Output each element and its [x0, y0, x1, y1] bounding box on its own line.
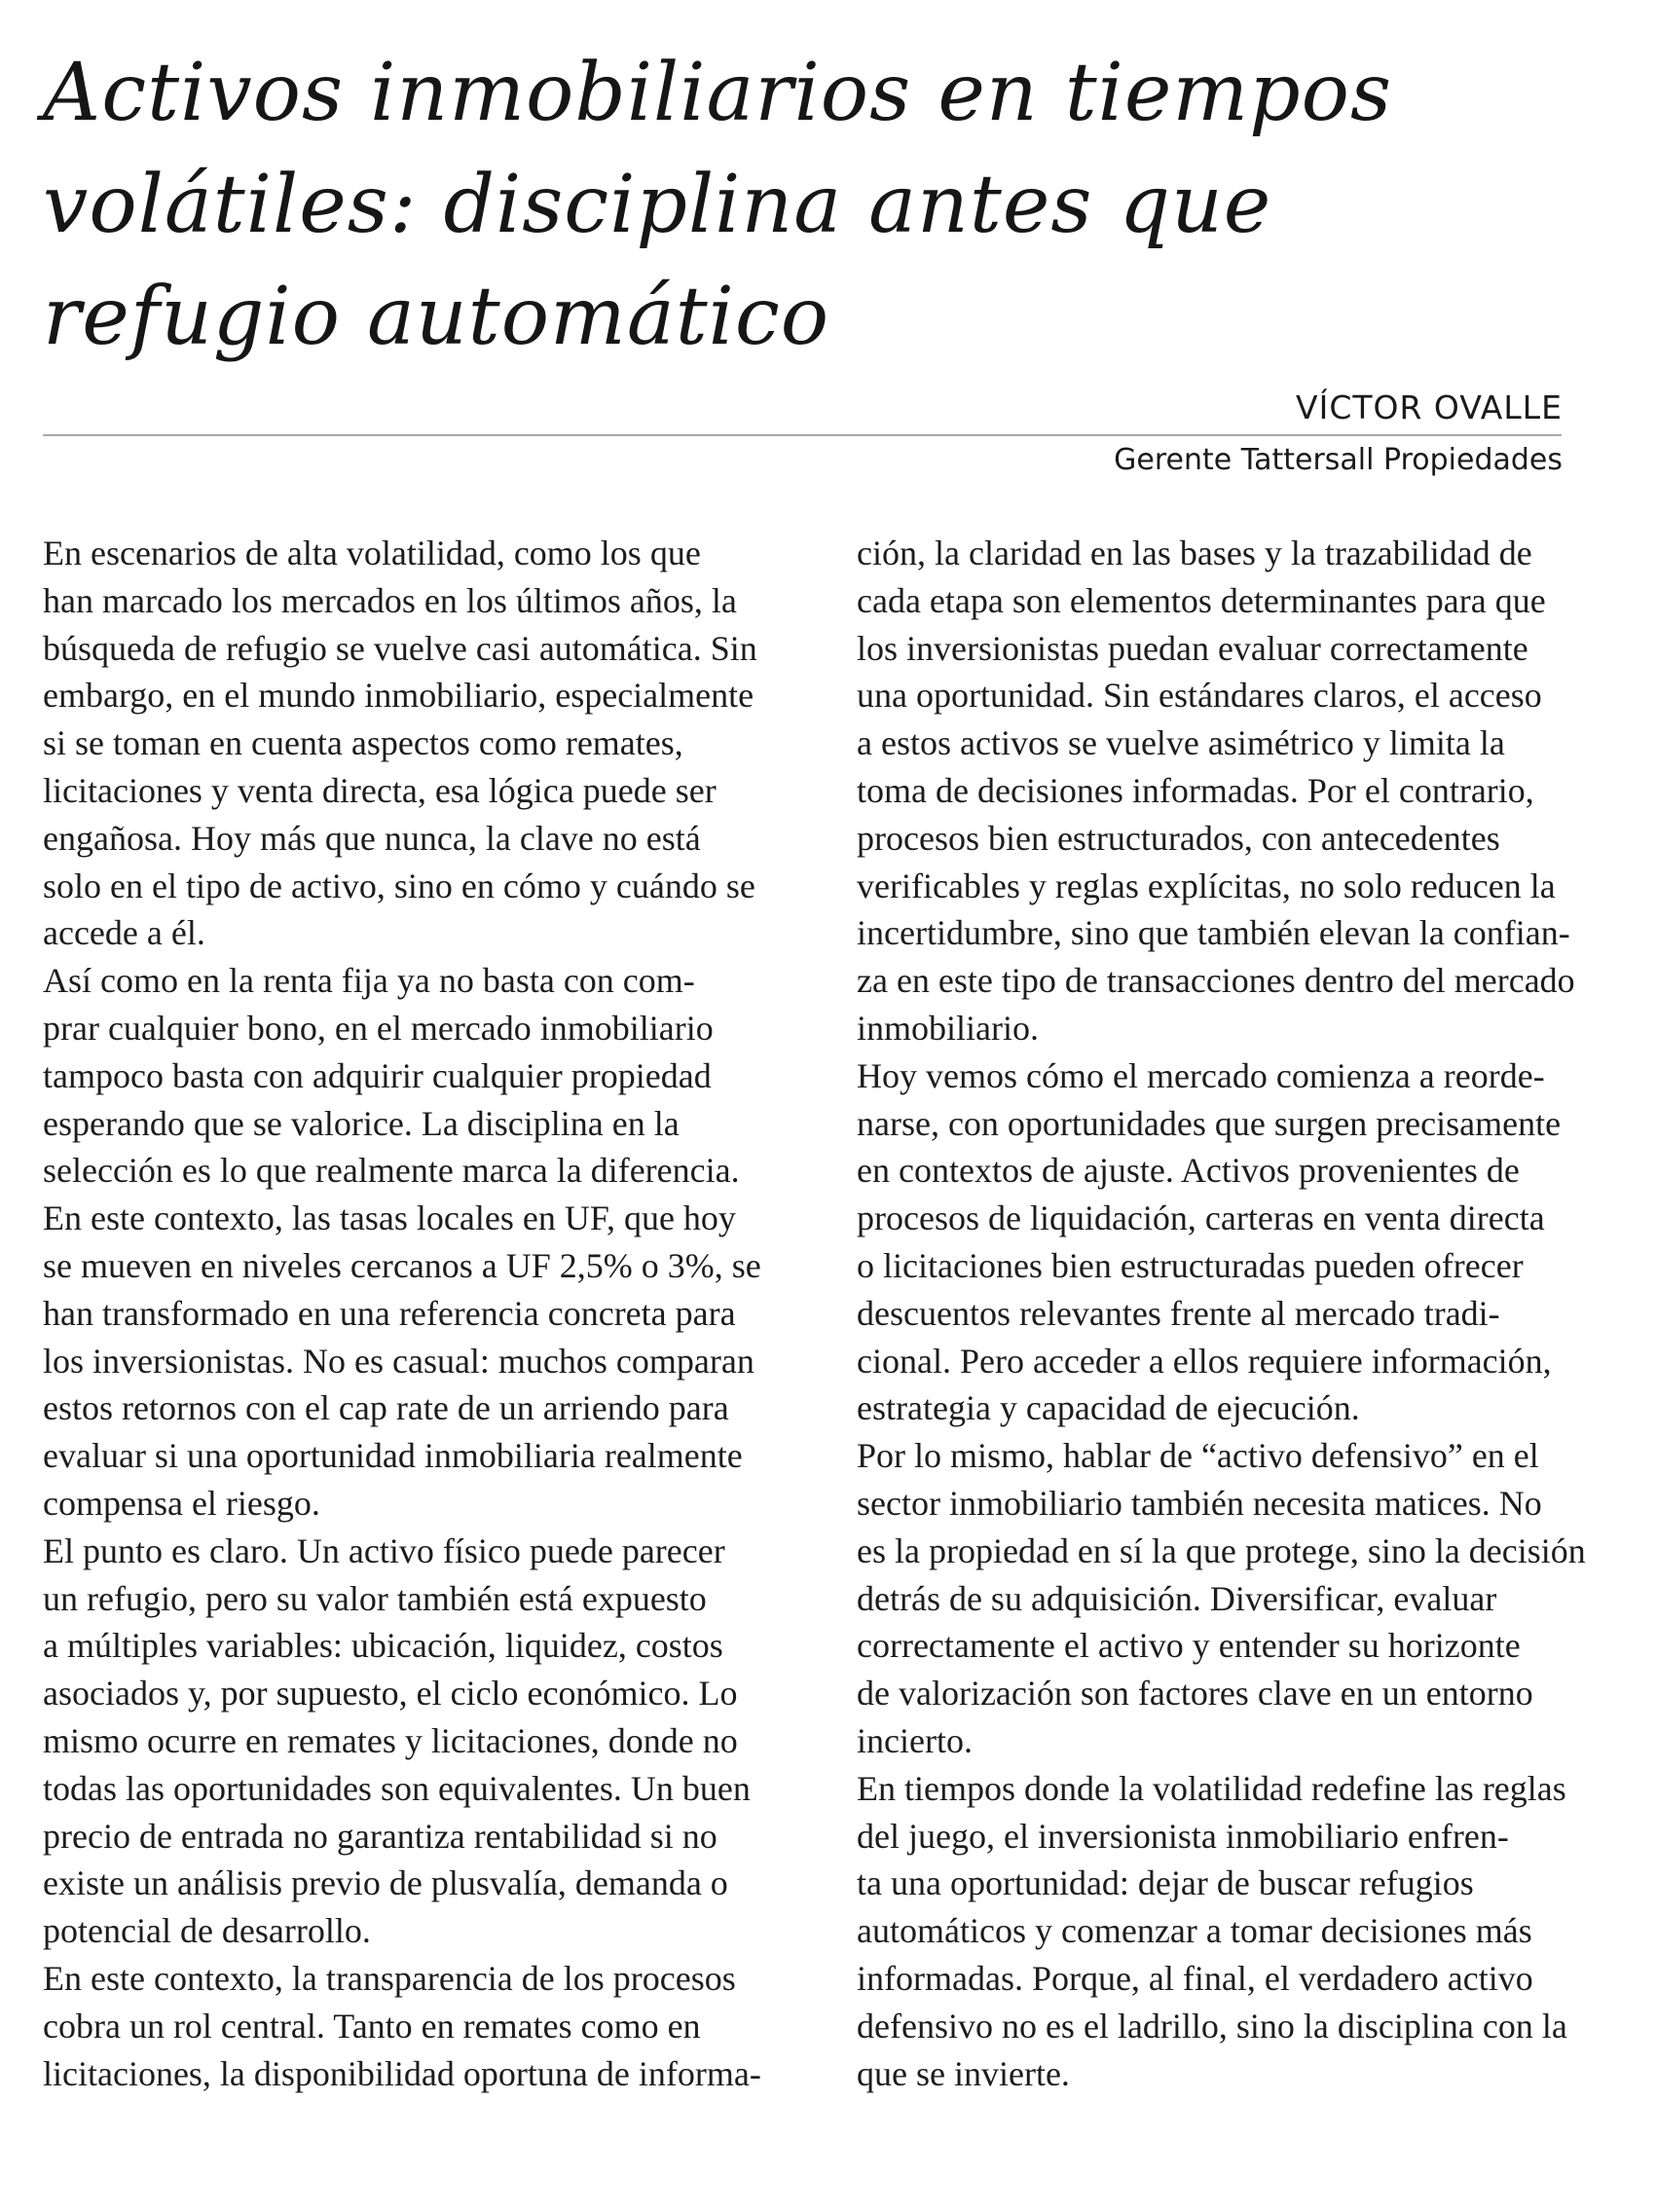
body-text-line: estos retornos con el cap rate de un arriendo para: [43, 1388, 729, 1428]
body-text-line: En escenarios de alta volatilidad, como los que: [43, 534, 701, 572]
body-text-line: todas las oportunidades son equivalentes. Un buen: [43, 1768, 751, 1808]
body-text-line: potencial de desarrollo.: [43, 1911, 371, 1951]
body-text-line: detrás de su adquisición. Diversificar, evaluar: [857, 1578, 1497, 1618]
body-text-line: licitaciones y venta directa, esa lógica puede ser: [43, 770, 717, 810]
body-text-line: búsqueda de refugio se vuelve casi automática. Sin: [43, 628, 757, 668]
body-text-line: sector inmobiliario también necesita matices. No: [857, 1483, 1542, 1523]
body-text-line: En este contexto, las tasas locales en UF, que hoy: [43, 1198, 736, 1238]
body-text-line: engañosa. Hoy más que nunca, la clave no está: [43, 818, 701, 858]
article-column-right: [857, 530, 1621, 2097]
body-text-line: se mueven en niveles cercanos a UF 2,5% o 3%, se: [43, 1245, 761, 1285]
headline-line: volátiles: disciplina antes que: [43, 159, 1272, 251]
body-text-line: incierto.: [857, 1720, 973, 1760]
body-text-line: compensa el riesgo.: [43, 1483, 320, 1523]
body-text-line: los inversionistas. No es casual: muchos comparan: [43, 1341, 754, 1381]
body-text-line: han marcado los mercados en los últimos años, la: [43, 580, 737, 620]
body-text-line: un refugio, pero su valor también está expuesto: [43, 1578, 707, 1618]
author-role: Gerente Tattersall Propiedades: [1114, 443, 1563, 477]
body-text-line: ta una oportunidad: dejar de buscar refugios: [857, 1863, 1474, 1903]
author-name: VÍCTOR OVALLE: [1296, 388, 1563, 426]
body-text-line: o licitaciones bien estructuradas pueden ofrecer: [857, 1245, 1524, 1285]
headline-line: Activos inmobiliarios en tiempos: [43, 47, 1393, 139]
byline-divider: [43, 434, 1562, 436]
body-text-line: del juego, el inversionista inmobiliario enfren-: [857, 1816, 1509, 1856]
body-text-line: en contextos de ajuste. Activos provenientes de: [857, 1151, 1520, 1191]
body-text-line: incertidumbre, sino que también elevan la confian-: [857, 913, 1570, 953]
body-text-line: verificables y reglas explícitas, no solo reducen la: [857, 866, 1556, 905]
body-text-line: precio de entrada no garantiza rentabilidad si no: [43, 1816, 717, 1856]
body-text-line: licitaciones, la disponibilidad oportuna de informa-: [43, 2053, 761, 2093]
body-text-line: de valorización son factores clave en un entorno: [857, 1674, 1533, 1714]
body-text-line: El punto es claro. Un activo físico puede parecer: [43, 1530, 725, 1570]
article-column-left: [43, 530, 807, 2097]
body-text-line: estrategia y capacidad de ejecución.: [857, 1388, 1360, 1428]
body-text-line: una oportunidad. Sin estándares claros, el acceso: [857, 676, 1542, 716]
headline-line: refugio automático: [43, 271, 830, 363]
body-text-line: tampoco basta con adquirir cualquier propiedad: [43, 1055, 712, 1095]
body-text-line: procesos bien estructurados, con antecedentes: [857, 818, 1500, 858]
body-text-line: accede a él.: [43, 913, 205, 953]
body-text-line: informadas. Porque, al final, el verdadero activo: [857, 1958, 1533, 1998]
body-text-line: han transformado en una referencia concreta para: [43, 1293, 736, 1333]
body-text-line: narse, con oportunidades que surgen precisamente: [857, 1103, 1562, 1143]
body-text-line: a múltiples variables: ubicación, liquidez, costos: [43, 1626, 723, 1666]
body-text-line: los inversionistas puedan evaluar correctamente: [857, 628, 1528, 668]
body-text-line: za en este tipo de transacciones dentro del mercado: [857, 961, 1575, 1001]
body-text-line: Por lo mismo, hablar de “activo defensivo” en el: [857, 1436, 1539, 1476]
body-text-line: mismo ocurre en remates y licitaciones, donde no: [43, 1720, 738, 1760]
body-text-line: que se invierte.: [857, 2053, 1070, 2093]
body-text-line: solo en el tipo de activo, sino en cómo y cuándo se: [43, 866, 755, 905]
body-text-line: cional. Pero acceder a ellos requiere información,: [857, 1341, 1552, 1381]
body-text-line: toma de decisiones informadas. Por el contrario,: [857, 770, 1534, 810]
body-text-line: descuentos relevantes frente al mercado tradi-: [857, 1293, 1500, 1333]
body-text-line: evaluar si una oportunidad inmobiliaria realmente: [43, 1436, 743, 1476]
body-text-line: inmobiliario.: [857, 1008, 1039, 1048]
body-text-line: En tiempos donde la volatilidad redefine las reglas: [857, 1768, 1566, 1808]
body-text-line: procesos de liquidación, carteras en venta directa: [857, 1198, 1545, 1238]
body-text-line: cada etapa son elementos determinantes para que: [857, 580, 1546, 620]
body-text-line: ción, la claridad en las bases y la trazabilidad de: [857, 534, 1532, 572]
article-headline: [43, 37, 1562, 373]
body-text-line: cobra un rol central. Tanto en remates como en: [43, 2006, 701, 2046]
body-text-line: existe un análisis previo de plusvalía, demanda o: [43, 1863, 728, 1903]
body-text-line: esperando que se valorice. La disciplina en la: [43, 1103, 680, 1143]
body-text-line: embargo, en el mundo inmobiliario, especialmente: [43, 676, 754, 716]
body-text-line: automáticos y comenzar a tomar decisiones más: [857, 1911, 1532, 1951]
body-text-line: Así como en la renta fija ya no basta con com-: [43, 961, 695, 1001]
body-text-line: selección es lo que realmente marca la diferencia.: [43, 1151, 740, 1191]
body-text-line: a estos activos se vuelve asimétrico y limita la: [857, 723, 1505, 763]
body-text-line: si se toman en cuenta aspectos como remates,: [43, 723, 683, 763]
body-text-line: asociados y, por supuesto, el ciclo económico. Lo: [43, 1674, 738, 1714]
body-text-line: prar cualquier bono, en el mercado inmobiliario: [43, 1008, 714, 1048]
body-text-line: defensivo no es el ladrillo, sino la disciplina con la: [857, 2006, 1567, 2046]
body-text-line: es la propiedad en sí la que protege, sino la decisión: [857, 1530, 1586, 1570]
body-text-line: En este contexto, la transparencia de los procesos: [43, 1958, 736, 1998]
body-text-line: correctamente el activo y entender su horizonte: [857, 1626, 1521, 1666]
body-text-line: Hoy vemos cómo el mercado comienza a reorde-: [857, 1055, 1545, 1095]
